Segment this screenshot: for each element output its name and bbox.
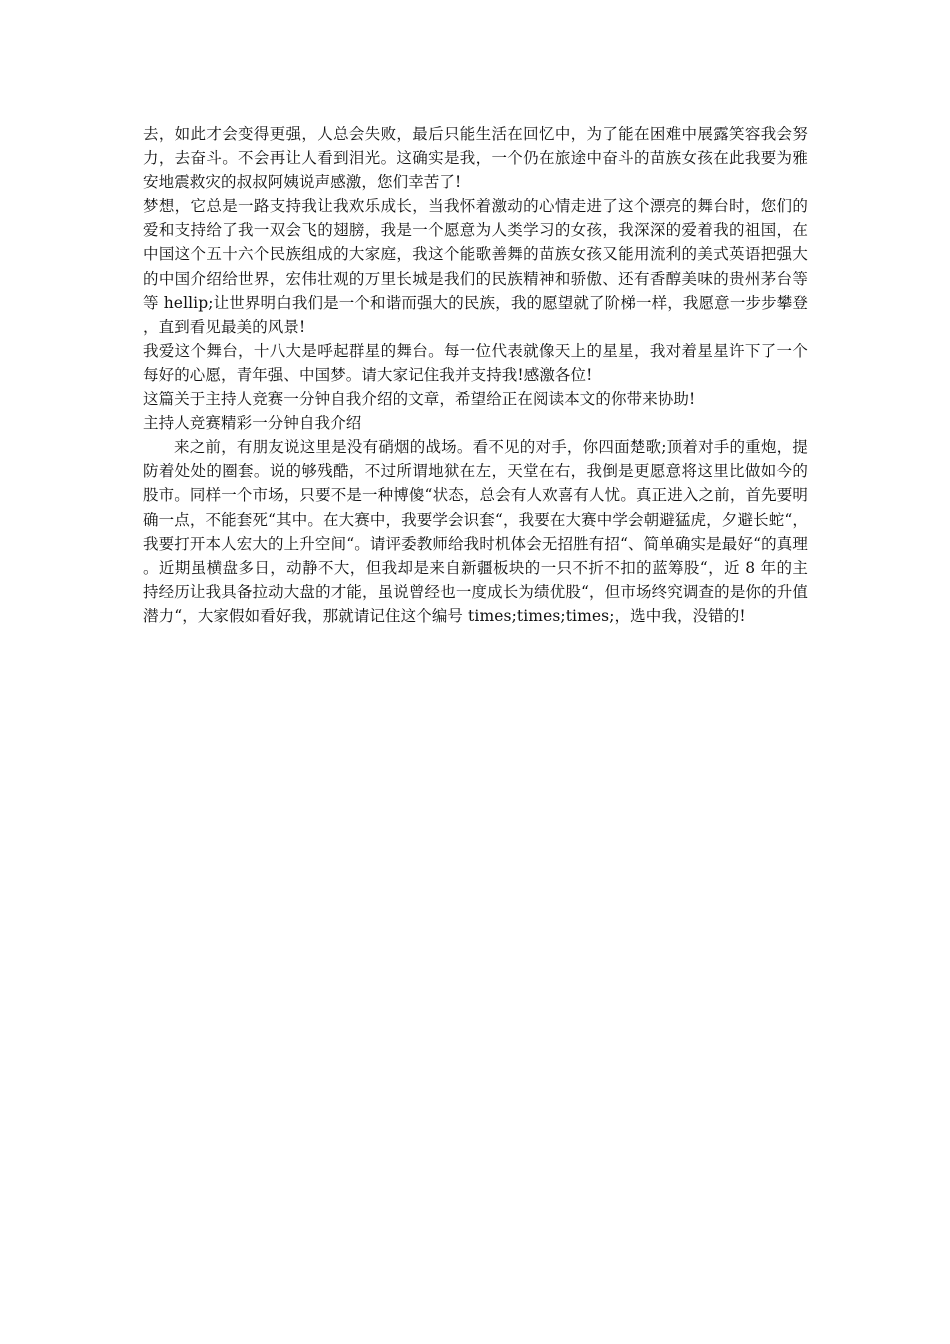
paragraph-4: 这篇关于主持人竞赛一分钟自我介绍的文章，希望给正在阅读本文的你带来协助! bbox=[143, 390, 696, 409]
paragraph-6: 来之前，有朋友说这里是没有硝烟的战场。看不见的对手，你四面楚歌;顶着对手的重炮，提防着处处的圈套。说的够残酷，不过所谓地狱在左，天堂在右，我倒是更愿意将这里比做如今的股市。同样一个市场，只要不是一种博傻“状态，总会有人欢喜有人忧。真正进入之前，首先要明确一点，不能套死“其中。在大赛中，我要学会识套“，我要在大赛中学会朝避猛虎，夕避长蛇“，我要打开本人宏大的上升空间“。请评委教师给我时机体会无招胜有招“、简单确实是最好“的真理。近期虽横盘多日，动静不大，但我却是来自新疆板块的一只不折不扣的蓝筹股“，近 8 年的主持经历让我具备拉动大盘的才能，虽说曾经也一度成长为绩优股“，但市场终究调查的是你的升值潜力“，大家假如看好我，那就请记住这个编号 times;times;times;，选中我，没错的! bbox=[143, 438, 808, 625]
document-body bbox=[143, 122, 808, 628]
paragraph-3: 我爱这个舞台，十八大是呼起群星的舞台。每一位代表就像天上的星星，我对着星星许下了一个每好的心愿，青年强、中国梦。请大家记住我并支持我!感激各位! bbox=[143, 341, 808, 384]
paragraph-2: 梦想，它总是一路支持我让我欢乐成长，当我怀着激动的心情走进了这个漂亮的舞台时，您们的爱和支持给了我一双会飞的翅膀，我是一个愿意为人类学习的女孩，我深深的爱着我的祖国，在中国这个五十六个民族组成的大家庭，我这个能歌善舞的苗族女孩又能用流利的美式英语把强大的中国介绍给世界，宏伟壮观的万里长城是我们的民族精神和骄傲、还有香醇美味的贵州茅台等等 hellip;让世界明白我们是一个和谐而强大的民族，我的愿望就了阶梯一样，我愿意一步步攀登，直到看见最美的风景! bbox=[143, 197, 808, 336]
paragraph-1: 去，如此才会变得更强，人总会失败，最后只能生活在回忆中，为了能在困难中展露笑容我会努力，去奋斗。不会再让人看到泪光。这确实是我，一个仍在旅途中奋斗的苗族女孩在此我要为雅安地震救灾的叔叔阿姨说声感激，您们幸苦了! bbox=[143, 125, 808, 192]
section-heading: 主持人竞赛精彩一分钟自我介绍 bbox=[143, 414, 362, 433]
